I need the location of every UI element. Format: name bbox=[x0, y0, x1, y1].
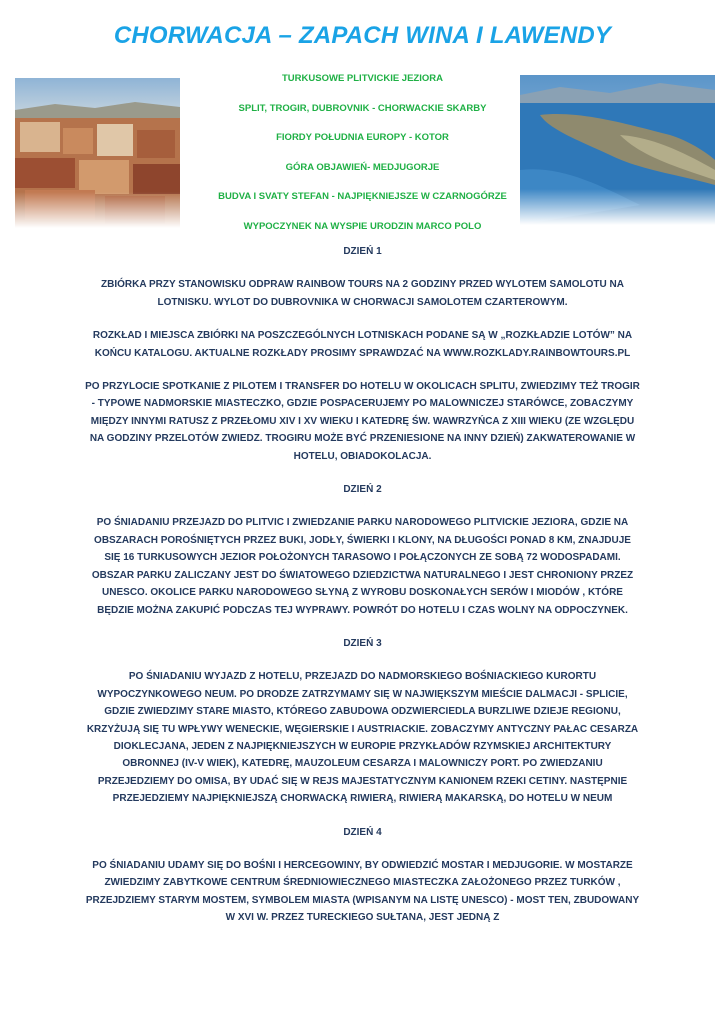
itinerary bbox=[85, 243, 640, 943]
itinerary-paragraph: ROZKŁAD I MIEJSCA ZBIÓRKI NA POSZCZEGÓLNYCH LOTNISKACH PODANE SĄ W „ROZKŁADZIE LOTÓW” NA KOŃCU KATALOGU. AKTUALNE ROZKŁADY PROSIMY SPRAWDZAĆ NA WWW.ROZKLADY.RAINBOWTOURS.PL bbox=[92, 330, 633, 359]
town-photo bbox=[15, 78, 180, 228]
coast-photo bbox=[520, 75, 715, 225]
highlight-item: FIORDY POŁUDNIA EUROPY - KOTOR bbox=[276, 132, 449, 143]
highlight-item: BUDVA I SVATY STEFAN - NAJPIĘKNIEJSZE W CZARNOGÓRZE bbox=[218, 191, 507, 202]
itinerary-paragraph: PO ŚNIADANIU WYJAZD Z HOTELU, PRZEJAZD DO NADMORSKIEGO BOŚNIACKIEGO KURORTU WYPOCZYNKOWEGO NEUM. PO DRODZE ZATRZYMAMY SIĘ W NAJWIĘKSZYM MIEŚCIE DALMACJI - SPLICIE, GDZIE ZWIEDZIMY STARE MIASTO, KTÓREGO ZABUDOWA ODZWIERCIEDLA BURZLIWE DZIEJE REGIONU, KRZYŻUJĄ SIĘ TU WPŁYWY WENECKIE, WĘGIERSKIE I AUSTRIACKIE. ZOBACZYMY ANTYCZNY PAŁAC CESARZA DIOKLECJANA, JEDEN Z NAJPIĘKNIEJSZYCH W EUROPIE PRZYKŁADÓW RZYMSKIEJ ARCHITEKTURY OBRONNEJ (IV-V WIEK), KATEDRĘ, MAUZOLEUM CESARZA I MALOWNICZY PORT. PO ZWIEDZANIU PRZEJEDZIEMY DO OMISA, BY UDAĆ SIĘ W REJS MAJESTATYCZNYM KANIONEM RZEKI CETINY. NASTĘPNIE PRZEJEDZIEMY NAJPIĘKNIEJSZĄ CHORWACKĄ RIWIERĄ, RIWIERĄ MAKARSKĄ, DO HOTELU W NEUM bbox=[86, 671, 639, 805]
itinerary-paragraph: PO ŚNIADANIU PRZEJAZD DO PLITVIC I ZWIEDZANIE PARKU NARODOWEGO PLITVICKIE JEZIORA, GDZIE NA OBSZARACH POROŚNIĘTYCH PRZEZ BUKI, JODŁY, ŚWIERKI I KLONY, NA DŁUGOŚCI PONAD 8 KM, ZNAJDUJE SIĘ 16 TURKUSOWYCH JEZIOR POŁOŻONYCH TARASOWO I POŁĄCZONYCH ZE SOBĄ 72 WODOSPADAMI. OBSZAR PARKU ZALICZANY JEST DO ŚWIATOWEGO DZIEDZICTWA NATURALNEGO I JEST CHRONIONY PRZEZ UNESCO. OKOLICE PARKU NARODOWEGO SŁYNĄ Z WYROBU DOSKONAŁYCH SERÓW I MIODÓW , KTÓRE BĘDZIE MOŻNA ZAKUPIĆ PODCZAS TEJ WYPRAWY. POWRÓT DO HOTELU I CZAS WOLNY NA ODPOCZYNEK. bbox=[91, 517, 634, 616]
day-heading: DZIEŃ 4 bbox=[343, 826, 382, 838]
trip-highlights bbox=[190, 72, 535, 249]
day-heading: DZIEŃ 1 bbox=[343, 246, 382, 257]
highlight-item: WYPOCZYNEK NA WYSPIE URODZIN MARCO POLO bbox=[243, 220, 482, 232]
highlight-item: TURKUSOWE PLITVICKIE JEZIORA bbox=[282, 73, 443, 84]
itinerary-paragraph: PO PRZYLOCIE SPOTKANIE Z PILOTEM I TRANSFER DO HOTELU W OKOLICACH SPLITU, ZWIEDZIMY TEŻ TROGIR - TYPOWE NADMORSKIE MIASTECZKO, GDZIE POSPACERUJEMY PO MALOWNICZEJ STARÓWCE, ZOBACZYMY MIĘDZY INNYMI RATUSZ Z PRZEŁOMU XIV I XV WIEKU I KATEDRĘ ŚW. WAWRZYŃCA Z XIII WIEKU (ZE WZGLĘDU NA GODZINY PRZELOTÓW ZWIEDZ. TROGIRU MOŻE BYĆ PRZENIESIONE NA INNY DZIEŃ) ZAKWATEROWANIE W HOTELU, OBIADOKOLACJA. bbox=[85, 381, 640, 462]
highlight-item: GÓRA OBJAWIEŃ- MEDJUGORJE bbox=[285, 161, 440, 173]
itinerary-paragraph: ZBIÓRKA PRZY STANOWISKU ODPRAW RAINBOW TOURS NA 2 GODZINY PRZED WYLOTEM SAMOLOTU NA LOTNISKU. WYLOT DO DUBROVNIKA W CHORWACJI SAMOLOTEM CZARTEROWYM. bbox=[101, 279, 624, 308]
highlight-item: SPLIT, TROGIR, DUBROVNIK - CHORWACKIE SKARBY bbox=[238, 102, 487, 114]
day-heading: DZIEŃ 3 bbox=[343, 637, 382, 649]
itinerary-paragraph: PO ŚNIADANIU UDAMY SIĘ DO BOŚNI I HERCEGOWINY, BY ODWIEDZIĆ MOSTAR I MEDJUGORIE. W MOSTARZE ZWIEDZIMY ZABYTKOWE CENTRUM ŚREDNIOWIECZNEGO MIASTECZKA ZAŁOŻONEGO PRZEZ TURKÓW , PRZEJDZIEMY STARYM MOSTEM, SYMBOLEM MIASTA (WPISANYM NA LISTĘ UNESCO) - MOST TEN, ZBUDOWANY W XVI W. PRZEZ TURECKIEGO SUŁTANA, JEST JEDNĄ Z bbox=[85, 859, 640, 924]
day-heading: DZIEŃ 2 bbox=[343, 484, 382, 496]
page-title: CHORWACJA – ZAPACH WINA I LAWENDY bbox=[113, 22, 612, 49]
